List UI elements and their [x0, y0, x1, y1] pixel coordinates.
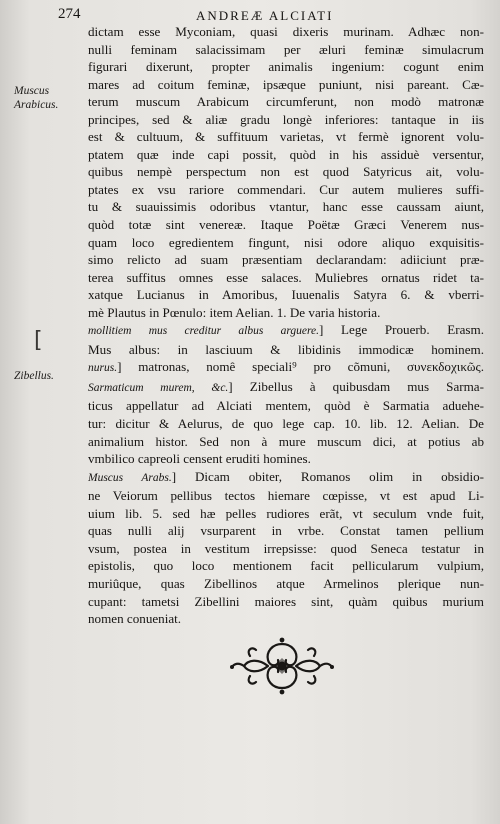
- commentary-line: vmbilico capreoli censent eruditi homines.: [88, 451, 311, 467]
- text-line: terea suffitus omnes esse salaces. Muliebres ornatus ridet ta-: [88, 269, 484, 285]
- commentary-line: nomen conueniat.: [88, 611, 182, 627]
- commentary-entry: [88, 378, 484, 398]
- text-line: dictam esse Myconiam, quasi dixeris murinam. Adhæc non-: [88, 24, 484, 39]
- commentary-line: ne Veiorum pellibus tectos hiemare cœpisse, vt est apud Li-: [88, 488, 484, 504]
- entry-text: ] Zibellus à quibusdam mus Sarma-: [228, 378, 484, 394]
- commentary-line: ticus appellatur ad Alciati mentem, quòd è Sarmatia aduehe-: [88, 398, 484, 414]
- text-line: est & cultuum, & suffituum varietas, vt fermè ignorent volu-: [88, 129, 484, 145]
- commentary-line: cupant: tametsi Zibellini maiores sint, quàm quibus murium: [88, 593, 484, 609]
- text-line: principes, sed & aliæ gradu longè inferiores: tantaque in iis: [88, 111, 484, 127]
- text-line: quibus nempè perspectum non est quod Satyricus ait, volu-: [88, 164, 484, 180]
- margin-bracket-mark: [: [34, 328, 43, 353]
- entry-text: ] matronas, nomê speciali⁹ pro cõmuni, συνεκδοχικῶς.: [117, 359, 484, 375]
- lemma: Sarmaticum murem, &c.: [88, 381, 229, 394]
- text-line: terum muscum Arabicum circumferunt, non modò matronæ: [88, 94, 484, 110]
- body-text: [88, 23, 484, 628]
- margin-note-zibellus: Zibellus.: [14, 370, 54, 382]
- running-head: ANDREÆ ALCIATI: [196, 8, 334, 23]
- text-line: xatque Lucianus in Amoribus, Iuuenalis Satyra 6. & vberri-: [88, 287, 484, 303]
- text-line: nulli feminam salacissimam per æluri feminæ simulacrum: [88, 41, 484, 57]
- lemma: Muscus Arabs.: [88, 471, 172, 484]
- text-line: tu & suauissimis odoribus vtantur, hanc esse caussam aiunt,: [88, 199, 484, 215]
- commentary-line: uium lib. 5. sed hæ pelles rudiores erãt, vt seculum vnde fuit,: [88, 505, 484, 521]
- commentary-entry: [88, 321, 484, 341]
- entry-text: ] Lege Prouerb. Erasm.: [319, 322, 484, 338]
- commentary-entry: [88, 468, 484, 488]
- commentary-line: epistolis, quo loco mentionem facit pellicularum vulpium,: [88, 558, 484, 574]
- text-line: figurari dixerunt, propter animalis ingenium: cogunt enim: [88, 59, 484, 75]
- text-line: mè Plautus in Pœnulo: item Aelian. 1. De varia historia.: [88, 304, 381, 320]
- text-line: mares ad coitum feminæ, ipsæque puniunt, nisi pareant. Cæ-: [88, 76, 484, 92]
- commentary-line: quas nulli alij vsurparent in vrbe. Constat tamen pellium: [88, 523, 484, 539]
- page-header: [58, 6, 478, 24]
- entry-text: ] Dicam obiter, Romanos olim in obsidio-: [171, 468, 484, 484]
- lemma: mollitiem mus creditur albus arguere.: [88, 325, 320, 338]
- commentary-entry: [88, 358, 484, 378]
- commentary-line: tur: dicitur & Aelurus, de quo lege cap. 10. lib. 12. Aelian. De: [88, 416, 484, 432]
- text-line: quòd totæ sint venereæ. Itaque Poëtæ Græci Venerem nus-: [88, 217, 484, 233]
- margin-note-line: Muscus: [14, 85, 50, 97]
- text-line: ptatem quæ inde capi possit, quòd in his assiduè versentur,: [88, 146, 484, 162]
- text-line: simo relicto ad suam præsentiam declarandam: adiiciunt præ-: [88, 252, 484, 268]
- fleuron-ornament-icon: [228, 636, 336, 696]
- margin-note-line: Arabicus.: [14, 99, 59, 111]
- text-line: ptates ex vsu rariore commendari. Cur autem mulieres suffi-: [88, 181, 484, 197]
- margin-note-muscus-arabicus: [14, 84, 58, 112]
- commentary-line: animalium histor. Sed non à mure muscum dici, at potius ab: [88, 433, 484, 449]
- page-number: 274: [58, 6, 81, 22]
- commentary-line: vsum, postea in vestitum irrepsisse: quod Seneca testatur in: [88, 540, 484, 556]
- lemma: nurus.: [88, 362, 118, 375]
- commentary-line: Mus albus: in lasciuum & libidinis immodicæ hominem.: [88, 341, 484, 357]
- text-line: quam loco egredientem fingunt, nisi odore aliquo exquisitis-: [88, 234, 484, 250]
- commentary-line: muriûque, quas Zibellinos atque Armelinos plerique nun-: [88, 575, 484, 591]
